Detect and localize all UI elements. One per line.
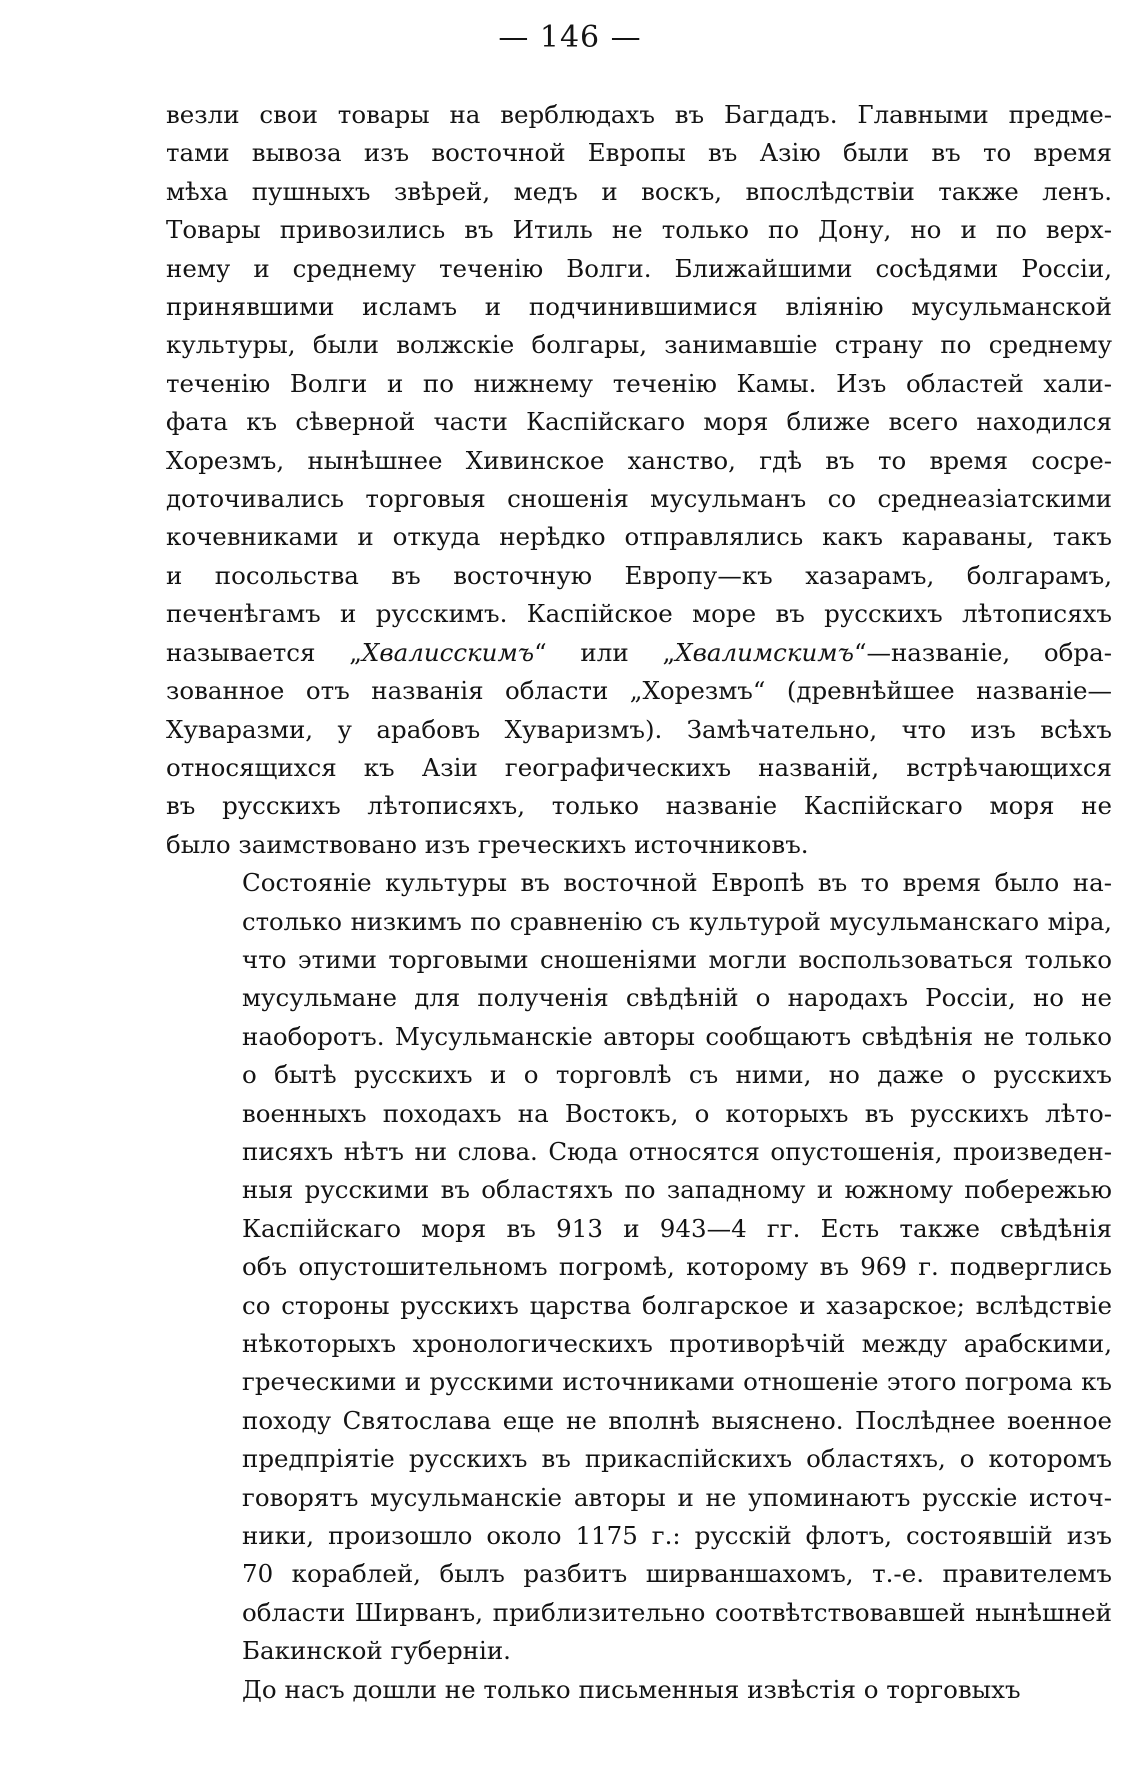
text-segment: называется „ xyxy=(166,637,362,667)
text-segment: “ или „ xyxy=(534,637,676,667)
text-line: предпріятіе русскихъ въ прикаспійскихъ областяхъ, о которомъ xyxy=(242,1444,1112,1474)
text-line: ныя русскими въ областяхъ по западному и южному побережью xyxy=(242,1175,1112,1205)
text-line: фата къ сѣверной части Каспійскаго моря ближе всего находился xyxy=(166,407,1112,437)
text-line: зованное отъ названія области „Хорезмъ“ (древнѣйшее названіе— xyxy=(166,676,1112,706)
italic-term: Хвалимскимъ xyxy=(675,637,854,667)
paragraph xyxy=(166,1671,1112,1709)
text-line: Состояніе культуры въ восточной Европѣ въ то время было на- xyxy=(242,868,1112,898)
text-line: области Ширванъ, приблизительно соотвѣтствовавшей нынѣшней xyxy=(242,1597,1112,1627)
text-line: мѣха пушныхъ звѣрей, медъ и воскъ, впослѣдствіи также ленъ. xyxy=(166,176,1112,206)
text-line: До насъ дошли не только письменныя извѣстія о торговыхъ xyxy=(242,1674,1021,1704)
text-line: везли свои товары на верблюдахъ въ Багдадъ. Главными предме- xyxy=(166,100,1112,129)
paragraph xyxy=(166,96,1112,864)
text-line: кочевниками и откуда нерѣдко отправлялись какъ караваны, такъ xyxy=(166,522,1112,552)
text-line: Бакинской губерніи. xyxy=(242,1636,511,1666)
text-line: принявшими исламъ и подчинившимися вліянію мусульманской xyxy=(166,292,1112,322)
text-line xyxy=(166,634,1112,672)
text-line: теченію Волги и по нижнему теченію Камы. Изъ областей хали- xyxy=(166,368,1112,398)
text-body xyxy=(166,96,1112,1709)
italic-term: Хвалисскимъ xyxy=(361,637,535,667)
page-number: — 146 — xyxy=(498,20,642,55)
paragraph xyxy=(166,864,1112,1671)
text-line: объ опустошительномъ погромѣ, которому въ 969 г. подверглись xyxy=(242,1252,1112,1282)
text-line: столько низкимъ по сравненію съ культурой мусульманскаго міра, xyxy=(242,906,1112,936)
text-line: Товары привозились въ Итиль не только по Дону, но и по верх- xyxy=(166,215,1112,245)
text-line: въ русскихъ лѣтописяхъ, только названіе Каспійскаго моря не xyxy=(166,791,1112,821)
text-line: Хорезмъ, нынѣшнее Хивинское ханство, гдѣ въ то время сосре- xyxy=(166,445,1112,475)
text-line: нѣкоторыхъ хронологическихъ противорѣчій между арабскими, xyxy=(242,1329,1112,1358)
text-line: говорятъ мусульманскіе авторы и не упоминаютъ русскіе источ- xyxy=(242,1482,1112,1512)
text-line: писяхъ нѣтъ ни слова. Сюда относятся опустошенія, произведен- xyxy=(242,1136,1112,1166)
text-line: военныхъ походахъ на Востокъ, о которыхъ въ русскихъ лѣто- xyxy=(242,1098,1112,1128)
text-line: 70 кораблей, былъ разбитъ ширваншахомъ, т.-е. правителемъ xyxy=(242,1559,1112,1589)
text-line: ники, произошло около 1175 г.: русскій флотъ, состоявшій изъ xyxy=(242,1521,1112,1551)
text-line: со стороны русскихъ царства болгарское и хазарское; вслѣдствіе xyxy=(242,1290,1112,1320)
text-line: было заимствовано изъ греческихъ источниковъ. xyxy=(166,829,809,859)
text-line: и посольства въ восточную Европу—къ хазарамъ, болгарамъ, xyxy=(166,560,1112,590)
text-line: печенѣгамъ и русскимъ. Каспійское море въ русскихъ лѣтописяхъ xyxy=(166,599,1112,629)
text-line: Каспійскаго моря въ 913 и 943—4 гг. Есть также свѣдѣнія xyxy=(242,1213,1112,1243)
text-segment: “—названіе, обра- xyxy=(853,637,1112,667)
text-line: о бытѣ русскихъ и о торговлѣ съ ними, но даже о русскихъ xyxy=(242,1060,1112,1090)
text-line: культуры, были волжскіе болгары, занимавшіе страну по среднему xyxy=(166,330,1112,360)
text-line: походу Святослава еще не вполнѣ выяснено. Послѣднее военное xyxy=(242,1405,1112,1435)
text-line: мусульмане для полученія свѣдѣній о народахъ Россіи, но не xyxy=(242,983,1112,1013)
text-line: что этими торговыми сношеніями могли воспользоваться только xyxy=(242,944,1112,974)
text-line: нему и среднему теченію Волги. Ближайшими сосѣдями Россіи, xyxy=(166,253,1112,283)
text-line: относящихся къ Азіи географическихъ названій, встрѣчающихся xyxy=(166,752,1112,782)
text-line: Хуваразми, у арабовъ Хуваризмъ). Замѣчательно, что изъ всѣхъ xyxy=(166,714,1112,744)
text-line: доточивались торговыя сношенія мусульманъ со среднеазіатскими xyxy=(166,484,1112,514)
text-line: греческими и русскими источниками отношеніе этого погрома къ xyxy=(242,1367,1112,1397)
text-line: наоборотъ. Мусульманскіе авторы сообщаютъ свѣдѣнія не только xyxy=(242,1021,1112,1051)
text-line: тами вывоза изъ восточной Европы въ Азію были въ то время xyxy=(166,138,1112,168)
